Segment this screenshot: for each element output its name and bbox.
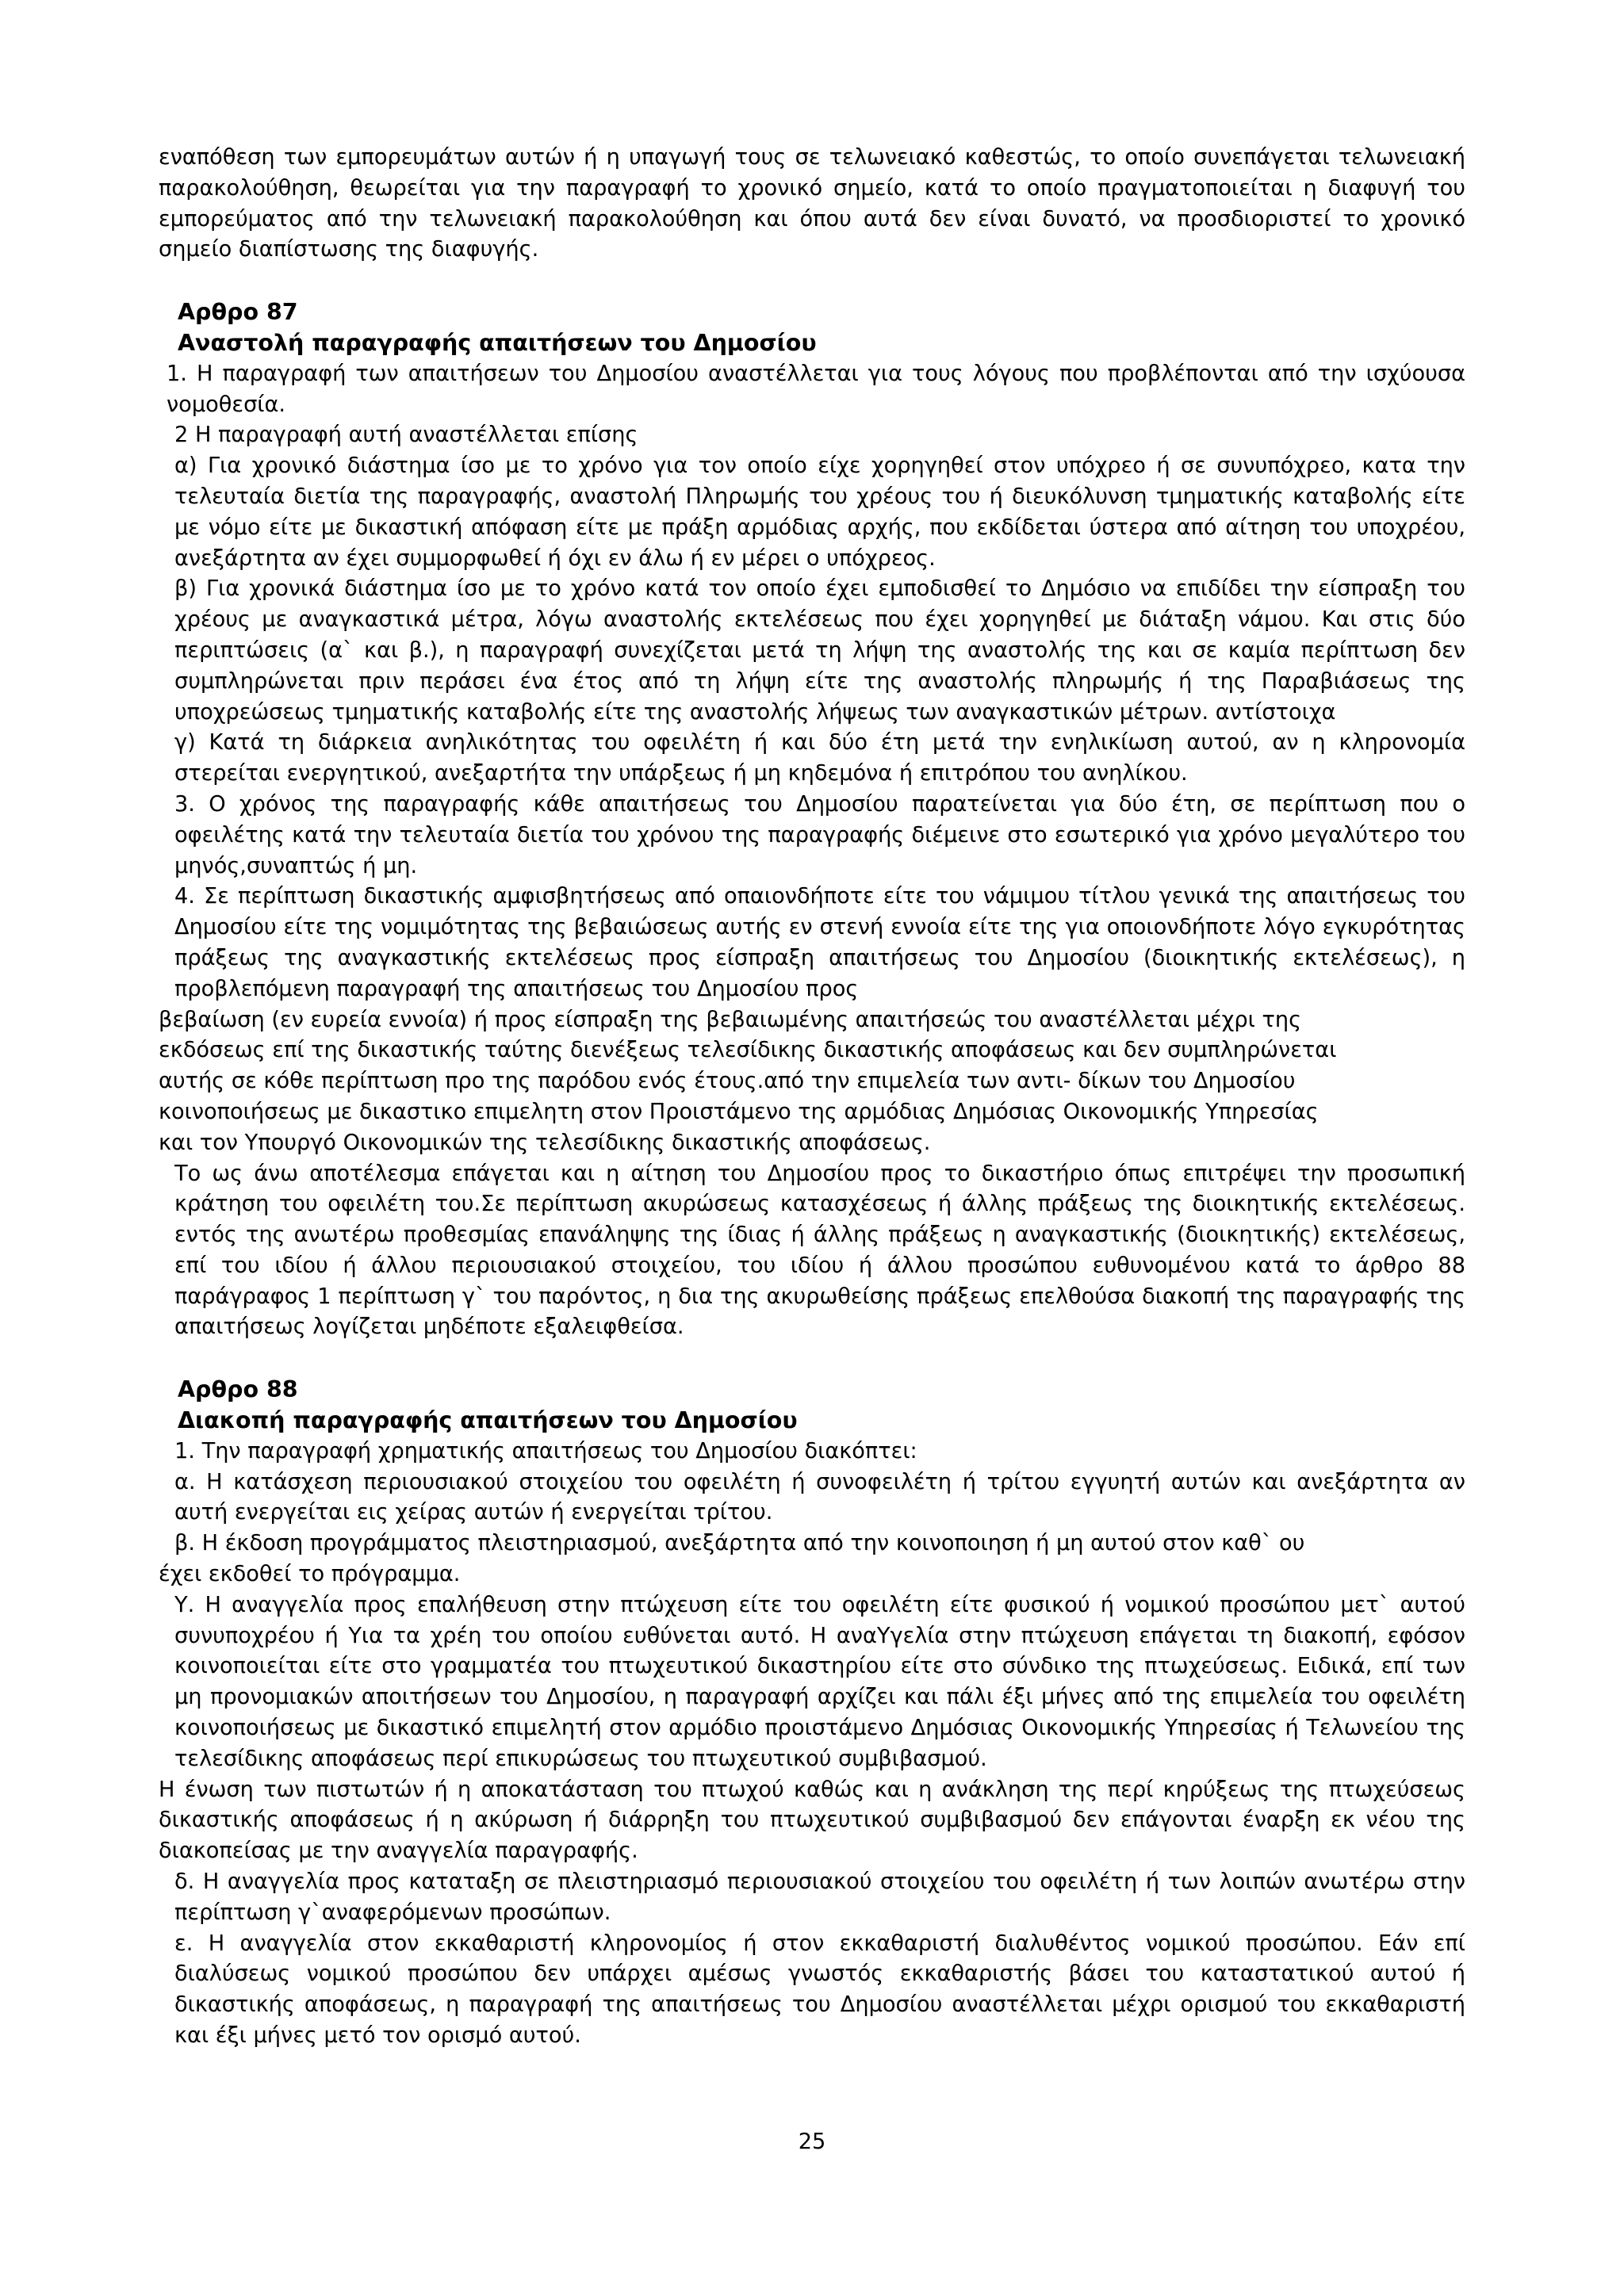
article-87-paragraph-5: Το ως άνω αποτέλεσμα επάγεται και η αίτηση του Δημοσίου προς το δικαστήριο όπως επιτρέψει την προσωπική κράτηση του οφειλέτη του.Σε περίπτωση ακυρώσεως κατασχέσεως ή άλλης πράξεως της διοικητικής εκτελέσεως. εντός της ανωτέρω προθεσμίας επανάληψης της ίδιας ή άλλης πράξεως η αναγκαστικής (διοικητικής) εκτελέσεως, επί του ιδίου ή άλλου περιουσιακού στοιχείου, του ιδίου ή άλλου προσώπου ευθυνομένου κατά το άρθρο 88 παράγραφος 1 περίπτωση γ` του παρόντος, η δια της ακυρωθείσης πράξεως επελθούσα διακοπή της παραγραφής της απαιτήσεως λογίζεται μηδέποτε εξαλειφθείσα. (174, 1161, 1465, 1340)
article-87-paragraph-2a: α) Για χρονικό διάστημα ίσο με το χρόνο για τον οποίο είχε χορηγηθεί στον υπόχρεο ή σε συνυπόχρεο, κατα την τελευταία διετία της παραγραφής, αναστολή Πληρωμής του χρέους του ή διευκόλυνση τμηματικής καταβολής είτε με νόμο είτε με δικαστική απόφαση είτε με πράξη αρμόδιας αρχής, που εκδίδεται ύστερα από αίτηση του υποχρέου, ανεξάρτητα αν έχει συμμορφωθεί ή όχι εν άλω ή εν μέρει ο υπόχρεος. (174, 453, 1465, 571)
article-87-title: Αναστολή παραγραφής απαιτήσεων του Δημοσίου (178, 329, 817, 356)
article-88-paragraph-c: Υ. Η αναγγελία προς επαλήθευση στην πτώχευση είτε του οφειλέτη είτε φυσικού ή νομικού προσώπου μετ` αυτού συνυποχρέου ή Υια τα χρέη του οποίου ευθύνεται αυτό. Η αναΥγελία στην πτώχευση επάγεται τη διακοπή, εφόσον κοινοποιείται είτε στο γραμματέα του πτωχευτικού δικαστηρίου είτε στο σύνδικο της πτωχεύσεως. Ειδικά, επί των μη προνομιακών αποιτήσεων του Δημοσίου, η παραγραφή αρχίζει και πάλι έξι μήνες από της επιμελεία του οφειλέτη κοινοποιήσεως με δικαστικό επιμελητή στον αρμόδιο προιστάμενο Δημόσιας Οικονομικής Υπηρεσίας ή Τελωνείου της τελεσίδικης αποφάσεως περί επικυρώσεως του πτωχευτικού συμβιβασμού. (174, 1592, 1465, 1771)
article-87-paragraph-4-line: και τον Υπουργό Οικονομικών της τελεσίδικης δικαστικής αποφάσεως. (159, 1130, 931, 1155)
article-87-paragraph-4: 4. Σε περίπτωση δικαστικής αμφισβητήσεως από οπαιονδήποτε είτε του νάμιμου τίτλου γενικά της απαιτήσεως του Δημοσίου είτε της νομιμότητας της βεβαιώσεως αυτής εν στενή εννοία είτε της για οποιονδήποτε λόγο εγκυρότητας πράξεως της αναγκαστικής εκτελέσεως προς είσπραξη απαιτήσεως του Δημοσίου (διοικητικής εκτελέσεως), η προβλεπόμενη παραγραφή της απαιτήσεως του Δημοσίου προς (174, 884, 1465, 1001)
article-88-title: Διακοπή παραγραφής απαιτήσεων του Δημοσίου (178, 1407, 798, 1434)
article-88-paragraph-c2: Η ένωση των πιστωτών ή η αποκατάσταση του πτωχού καθώς και η ανάκληση της περί κηρύξεως της πτωχεύσεως δικαστικής αποφάσεως ή η ακύρωση ή διάρρηξη του πτωχευτικού συμβιβασμού δεν επάγονται έναρξη εκ νέου της διακοπείσας με την αναγγελία παραγραφής. (159, 1777, 1465, 1864)
article-87-paragraph-4-line: αυτής σε κόθε περίπτωση προ της παρόδου ενός έτους.από την επιμελεία των αντι- δίκων του Δημοσίου (159, 1069, 1296, 1094)
article-88-number: Αρθρο 88 (178, 1376, 298, 1403)
article-87-paragraph-3: 3. Ο χρόνος της παραγραφής κάθε απαιτήσεως του Δημοσίου παρατείνεται για δύο έτη, σε περίπτωση που ο οφειλέτης κατά την τελευταία διετία του χρόνου της παραγραφής διέμεινε στο εσωτερικό για χρόνο μεγαλύτερο του μηνός,συναπτώς ή μη. (174, 791, 1465, 878)
article-88-paragraph-d: δ. Η αναγγελία προς καταταξη σε πλειστηριασμό περιουσιακού στοιχείου του οφειλέτη ή των λοιπών ανωτέρω στην περίπτωση γ`αναφερόμενων προσώπων. (174, 1869, 1465, 1925)
article-87-paragraph-1: 1. Η παραγραφή των απαιτήσεων του Δημοσίου αναστέλλεται για τους λόγους που προβλέπονται από την ισχύουσα νομοθεσία. (167, 361, 1465, 417)
article-87-number: Αρθρο 87 (178, 299, 298, 326)
page-number: 25 (798, 2130, 826, 2154)
document-page (159, 143, 1465, 2052)
article-88-paragraph-e: ε. Η αναγγελία στον εκκαθαριστή κληρονομίος ή στον εκκαθαριστή διαλυθέντος νομικού προσώπου. Εάν επί διαλύσεως νομικού προσώπου δεν υπάρχει αμέσως γνωστός εκκαθαριστής βάσει του καταστατικού αυτού ή δικαστικής αποφάσεως, η παραγραφή της απαιτήσεως του Δημοσίου αναστέλλεται μέχρι ορισμού του εκκαθαριστή και έξι μήνες μετό τον ορισμό αυτού. (174, 1931, 1465, 2049)
article-87-paragraph-2: 2 Η παραγραφή αυτή αναστέλλεται επίσης (174, 423, 638, 448)
article-88 (159, 1375, 1465, 2052)
article-87-paragraph-2c: γ) Κατά τη διάρκεια ανηλικότητας του οφειλέτη ή και δύο έτη μετά την ενηλικίωση αυτού, αν η κληρονομία στερείται ενεργητικού, ανεξαρτήτα την υπάρξεως ή μη κηδεμόνα ή επιτρόπου του ανηλίκου. (174, 730, 1465, 786)
article-87-paragraph-2b: β) Για χρονικά διάστημα ίσο με το χρόνο κατά τον οποίο έχει εμποδισθεί το Δημόσιο να επιδίδει την είσπραξη του χρέους με αναγκαστικά μέτρα, λόγω αναστολής εκτελέσεως που έχει χορηγηθεί με διάταξη νάμου. Και στις δύο περιπτώσεις (α` και β.), η παραγραφή συνεχίζεται μετά τη λήψη της αναστολής της και σε καμία περίπτωση δεν συμπληρώνεται πριν περάσει ένα έτος από τη λήψη είτε της αναστολής πληρωμής ή της Παραβιάσεως της υποχρεώσεως τμηματικής καταβολής είτε της αναστολής λήψεως των αναγκαστικών μέτρων. αντίστοιχα (174, 576, 1465, 725)
article-87-paragraph-4-line: βεβαίωση (εν ευρεία εννοία) ή προς είσπραξη της βεβαιωμένης απαιτήσεώς του αναστέλλεται μέχρι της (159, 1007, 1302, 1032)
article-88-paragraph-b-line: έχει εκδοθεί το πρόγραμμα. (159, 1562, 461, 1587)
article-88-paragraph-1: 1. Την παραγραφή χρηματικής απαιτήσεως του Δημοσίου διακόπτει: (174, 1438, 917, 1464)
article-87 (159, 297, 1465, 1343)
article-88-paragraph-b-line: β. Η έκδοση προγράμματος πλειστηριασμού, ανεξάρτητα από την κοινοποιηση ή μη αυτού στον καθ` ου (174, 1531, 1305, 1556)
article-87-paragraph-4-line: κοινοποιήσεως με δικαστικο επιμελητη στον Προιστάμενο της αρμόδιας Δημόσιας Οικονομικής Υπηρεσίας (159, 1099, 1319, 1124)
intro-paragraph: εναπόθεση των εμπορευμάτων αυτών ή η υπαγωγή τους σε τελωνειακό καθεστώς, το οποίο συνεπάγεται τελωνειακή παρακολούθηση, θεωρείται για την παραγραφή το χρονικό σημείο, κατά το οποίο πραγματοποιείται η διαφυγή του εμπορεύματος από την τελωνειακή παρακολούθηση και όπου αυτά δεν είναι δυνατό, να προσδιοριστεί το χρονικό σημείο διαπίστωσης της διαφυγής. (159, 145, 1465, 262)
article-87-paragraph-4-line: εκδόσεως επί της δικαστικής ταύτης διενέξεως τελεσίδικης δικαστικής αποφάσεως και δεν συμπληρώνεται (159, 1038, 1337, 1063)
article-88-paragraph-a: α. Η κατάσχεση περιουσιακού στοιχείου του οφειλέτη ή συνοφειλέτη ή τρίτου εγγυητή αυτών και ανεξάρτητα αν αυτή ενεργείται εις χείρας αυτών ή ενεργείται τρίτου. (174, 1469, 1465, 1525)
